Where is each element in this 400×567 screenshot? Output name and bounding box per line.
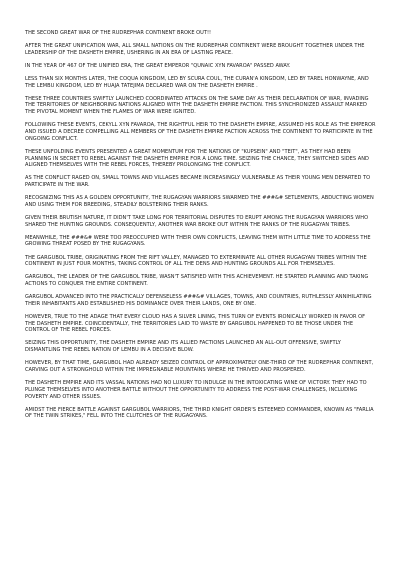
paragraph: GARGUBOL, THE LEADER OF THE GARGUBOL TRIBE, WASN'T SATISFIED WITH THIS ACHIEVEMENT. HE STARTED PLANNING AND TAKING ACTIONS TO CONQUER THE ENTIRE CONTINENT. [25,274,369,288]
paragraph: HOWEVER, BY THAT TIME, GARGUBOL HAD ALREADY SEIZED CONTROL OF APPROXIMATELY ONE-THIRD OF THE RUDREPHAR CONTINENT, CARVING OUT A STRONGHOLD WITHIN THE IMPREGNABLE MOUNTAINS WHERE HE THRIVED AND PROSPERED. [25,360,374,373]
paragraph: THESE UNFOLDING EVENTS PRESENTED A GREAT MOMENTUM FOR THE NATIONS OF "KUPSEIN" AND "TEIT", AS THEY HAD BEEN PLANNING IN SECRET TO REBEL AGAINST THE DASHETH EMPIRE FOR A LONG TIME. SEIZING THE CHANCE, THEY SWITCHED SIDES AND ALIGNED THEMSELVES WITH THE REBEL FORCES, THEREBY PROLONGING THE CONFLICT. [25,148,369,169]
paragraph: AFTER THE GREAT UNIFICATION WAR, ALL SMALL NATIONS ON THE RUDREPHAR CONTINENT WERE BROUGHT TOGETHER UNDER THE LEADERSHIP OF THE DASHETH EMPIRE, USHERING IN AN ERA OF LASTING PEACE. [25,43,365,56]
paragraph: LESS THAN SIX MONTHS LATER, THE COQUA KINGDOM, LED BY SCURA COUL, THE CURAN'A KINGDOM, LED BY TAREL HONWAYNE, AND THE LEMBU KINGDOM, LED BY HUAJA TATEJIMA DECLARED WAR ON THE DASHETH EMPIRE . [25,75,369,89]
paragraph: GIVEN THEIR BRUTISH NATURE, IT DIDN'T TAKE LONG FOR TERRITORIAL DISPUTES TO ERUPT AMONG THE RUGAGYAN WARRIORS WHO SHARED THE HUNTING GROUNDS. CONSEQUENTLY, ANOTHER WAR BROKE OUT WITHIN THE RANKS OF THE RUGAGYAN TRIBES. [25,214,369,228]
paragraph: HOWEVER, TRUE TO THE ADAGE THAT EVERY CLOUD HAS A SILVER LINING, THIS TURN OF EVENTS IRONICALLY WORKED IN FAVOR OF THE DASHETH EMPIRE. COINCIDENTALLY, THE TERRITORIES LAID TO WASTE BY GARGUBOL HAPPENED TO BE THOSE UNDER THE CONTROL OF THE REBEL FORCES. [25,313,366,334]
paragraph: THE GARGUBOL TRIBE, ORIGINATING FROM THE RIFT VALLEY, MANAGED TO EXTERMINATE ALL OTHER RUGAGYAN TRIBES WITHIN THE CONTINENT IN JUST FOUR MONTHS, TAKING CONTROL OF ALL THE DENS AND HUNTING GROUNDS ALL FOR THEMSELVES. [25,254,367,268]
paragraph: THESE THREE COUNTRIES SWIFTLY LAUNCHED COORDINATED ATTACKS ON THE SAME DAY AS THEIR DECLARATION OF WAR, INVADING THE TERRITORIES OF NEIGHBORING NATIONS ALIGNED WITH THE DASHETH EMPIRE FACTION. THIS SYNCHRONIZED ASSAULT MARKED THE PIVOTAL MOMENT WHEN THE FLAMES OF WAR WERE IGNITED. [25,95,369,116]
paragraph: AMIDST THE FIERCE BATTLE AGAINST GARGUBOL WARRIORS, THE THIRD KNIGHT ORDER'S ESTEEMED COMMANDER, KNOWN AS "FARLIA OF THE TWIN STRIKES," FELL INTO THE CLUTCHES OF THE RUGAGYANS. [25,406,374,420]
paragraph: IN THE YEAR OF 467 OF THE UNIFIED ERA, THE GREAT EMPEROR "QUNAIC XYN FAVAROA" PASSED AWAY. [25,62,291,69]
paragraph: GARGUBOL ADVANCED INTO THE PRACTICALLY DEFENSELESS ###&# VILLAGES, TOWNS, AND COUNTRIES, RUTHLESSLY ANNIHILATING THEIR INHABITANTS AND ESTABLISHED HIS DOMINANCE OVER THEIR LANDS, ONE BY ONE. [25,294,372,307]
paragraph: THE DASHETH EMPIRE AND ITS VASSAL NATIONS HAD NO LUXURY TO INDULGE IN THE INTOXICATING WINE OF VICTORY. THEY HAD TO PLUNGE THEMSELVES INTO ANOTHER BATTLE WITHOUT THE OPPORTUNITY TO ADDRESS THE POST-WAR CHALLENGES, INCLUDING POVERTY AND OTHER ISSUES. [25,380,367,400]
paragraph: SEIZING THIS OPPORTUNITY, THE DASHETH EMPIRE AND ITS ALLIED FACTIONS LAUNCHED AN ALL-OUT OFFENSIVE, SWIFTLY DISMANTLING THE REBEL NATION OF LEMBU IN A DECISIVE BLOW. [25,340,341,354]
paragraph: AS THE CONFLICT RAGED ON, SMALL TOWNS AND VILLAGES BECAME INCREASINGLY VULNERABLE AS THEIR YOUNG MEN DEPARTED TO PARTICIPATE IN THE WAR. [25,175,371,189]
paragraph: RECOGNIZING THIS AS A GOLDEN OPPORTUNITY, THE RUGAGYAN WARRIORS SWARMED THE ###&# SETLEMENTS, ABDUCTING WOMEN AND USING THEM FOR BREEDING, STEADILY BOLSTERING THEIR RANKS. [25,195,374,208]
paragraph: FOLLOWING THESE EVENTS, CEKYLL XYN FAVAROA, THE RIGHTFUL HEIR TO THE DASHETH EMPIRE, ASSUMED HIS ROLE AS THE EMPEROR AND ISSUED A DECREE COMPELLING ALL MEMBERS OF THE DASHETH EMPIRE FACTION ACROSS THE CONTINENT TO PARTICIPATE IN THE ONGOING CONFLICT. [25,122,376,142]
paragraph: THE SECOND GREAT WAR OF THE RUDREPHAR CONTINENT BROKE OUT!! [25,30,212,36]
paragraph: MEANWHILE, THE ###&# WERE TOO PREOCCUPIED WITH THEIR OWN CONFLICTS, LEAVING THEM WITH LITTLE TIME TO ADDRESS THE GROWING THREAT POSED BY THE RUGAGYANS. [25,234,371,248]
